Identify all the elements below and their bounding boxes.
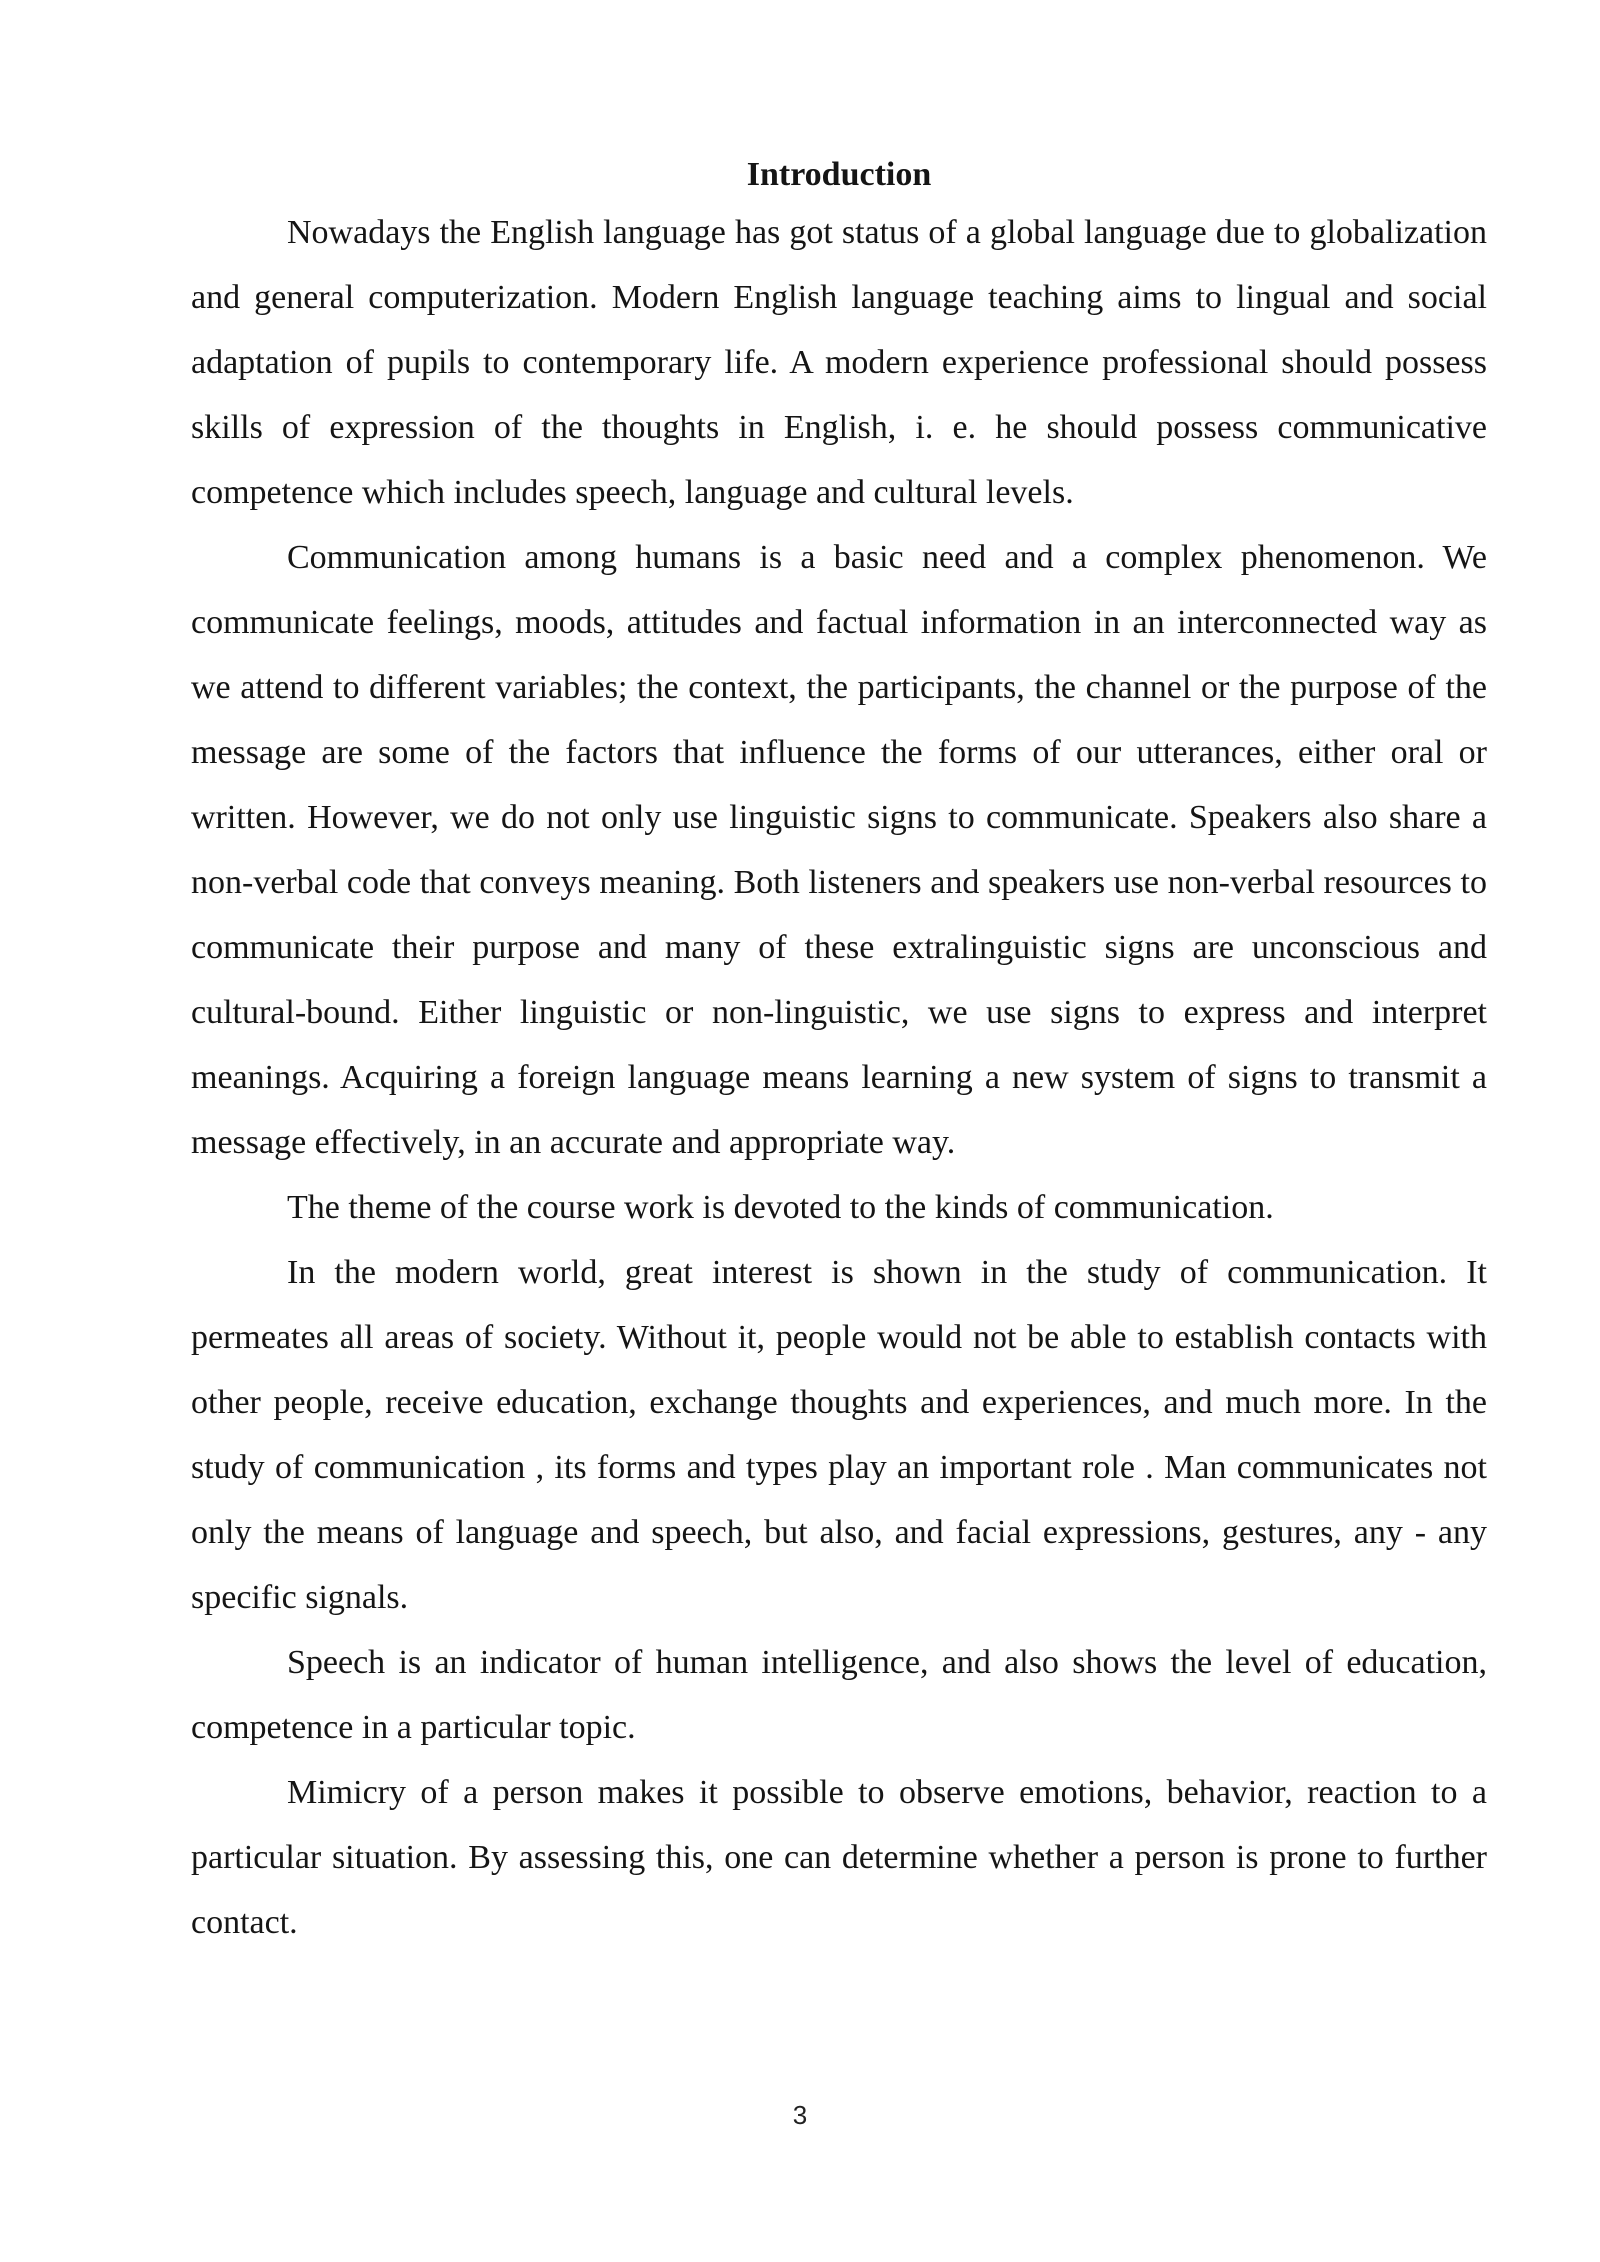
paragraph-1: Nowadays the English language has got status of a global language due to globalization and general computerization. Modern English language teaching aims to lingual and social adaptation of pupils to contemporary life. A modern experience professional should possess skills of expression of the thoughts in English, i. e. he should possess communicative competence which includes speech, language and cultural levels. (191, 214, 1487, 511)
paragraph-4: In the modern world, great interest is shown in the study of communication. It permeates all areas of society. Without it, people would not be able to establish contacts with other people, receive education, exchange thoughts and experiences, and much more. In the study of communication , its forms and types play an important role . Man communicates not only the means of language and speech, but also, and facial expressions, gestures, any - any specific signals. (191, 1254, 1487, 1616)
page-number: 3 (792, 2100, 808, 2130)
paragraph-2: Communication among humans is a basic need and a complex phenomenon. We communicate feelings, moods, attitudes and factual information in an interconnected way as we attend to different variables; the context, the participants, the channel or the purpose of the message are some of the factors that influence the forms of our utterances, either oral or written. However, we do not only use linguistic signs to communicate. Speakers also share a non-verbal code that conveys meaning. Both listeners and speakers use non-verbal resources to communicate their purpose and many of these extralinguistic signs are unconscious and cultural-bound. Either linguistic or non-linguistic, we use signs to express and interpret meanings. Acquiring a foreign language means learning a new system of signs to transmit a message effectively, in an accurate and appropriate way. (191, 539, 1487, 1161)
page-title: Introduction (746, 156, 932, 193)
paragraph-6: Mimicry of a person makes it possible to observe emotions, behavior, reaction to a particular situation. By assessing this, one can determine whether a person is prone to further contact. (191, 1774, 1487, 1941)
paragraph-3: The theme of the course work is devoted to the kinds of communication. (287, 1189, 1274, 1226)
page-content (191, 150, 1487, 1955)
paragraph-5: Speech is an indicator of human intelligence, and also shows the level of education, competence in a particular topic. (191, 1644, 1487, 1746)
